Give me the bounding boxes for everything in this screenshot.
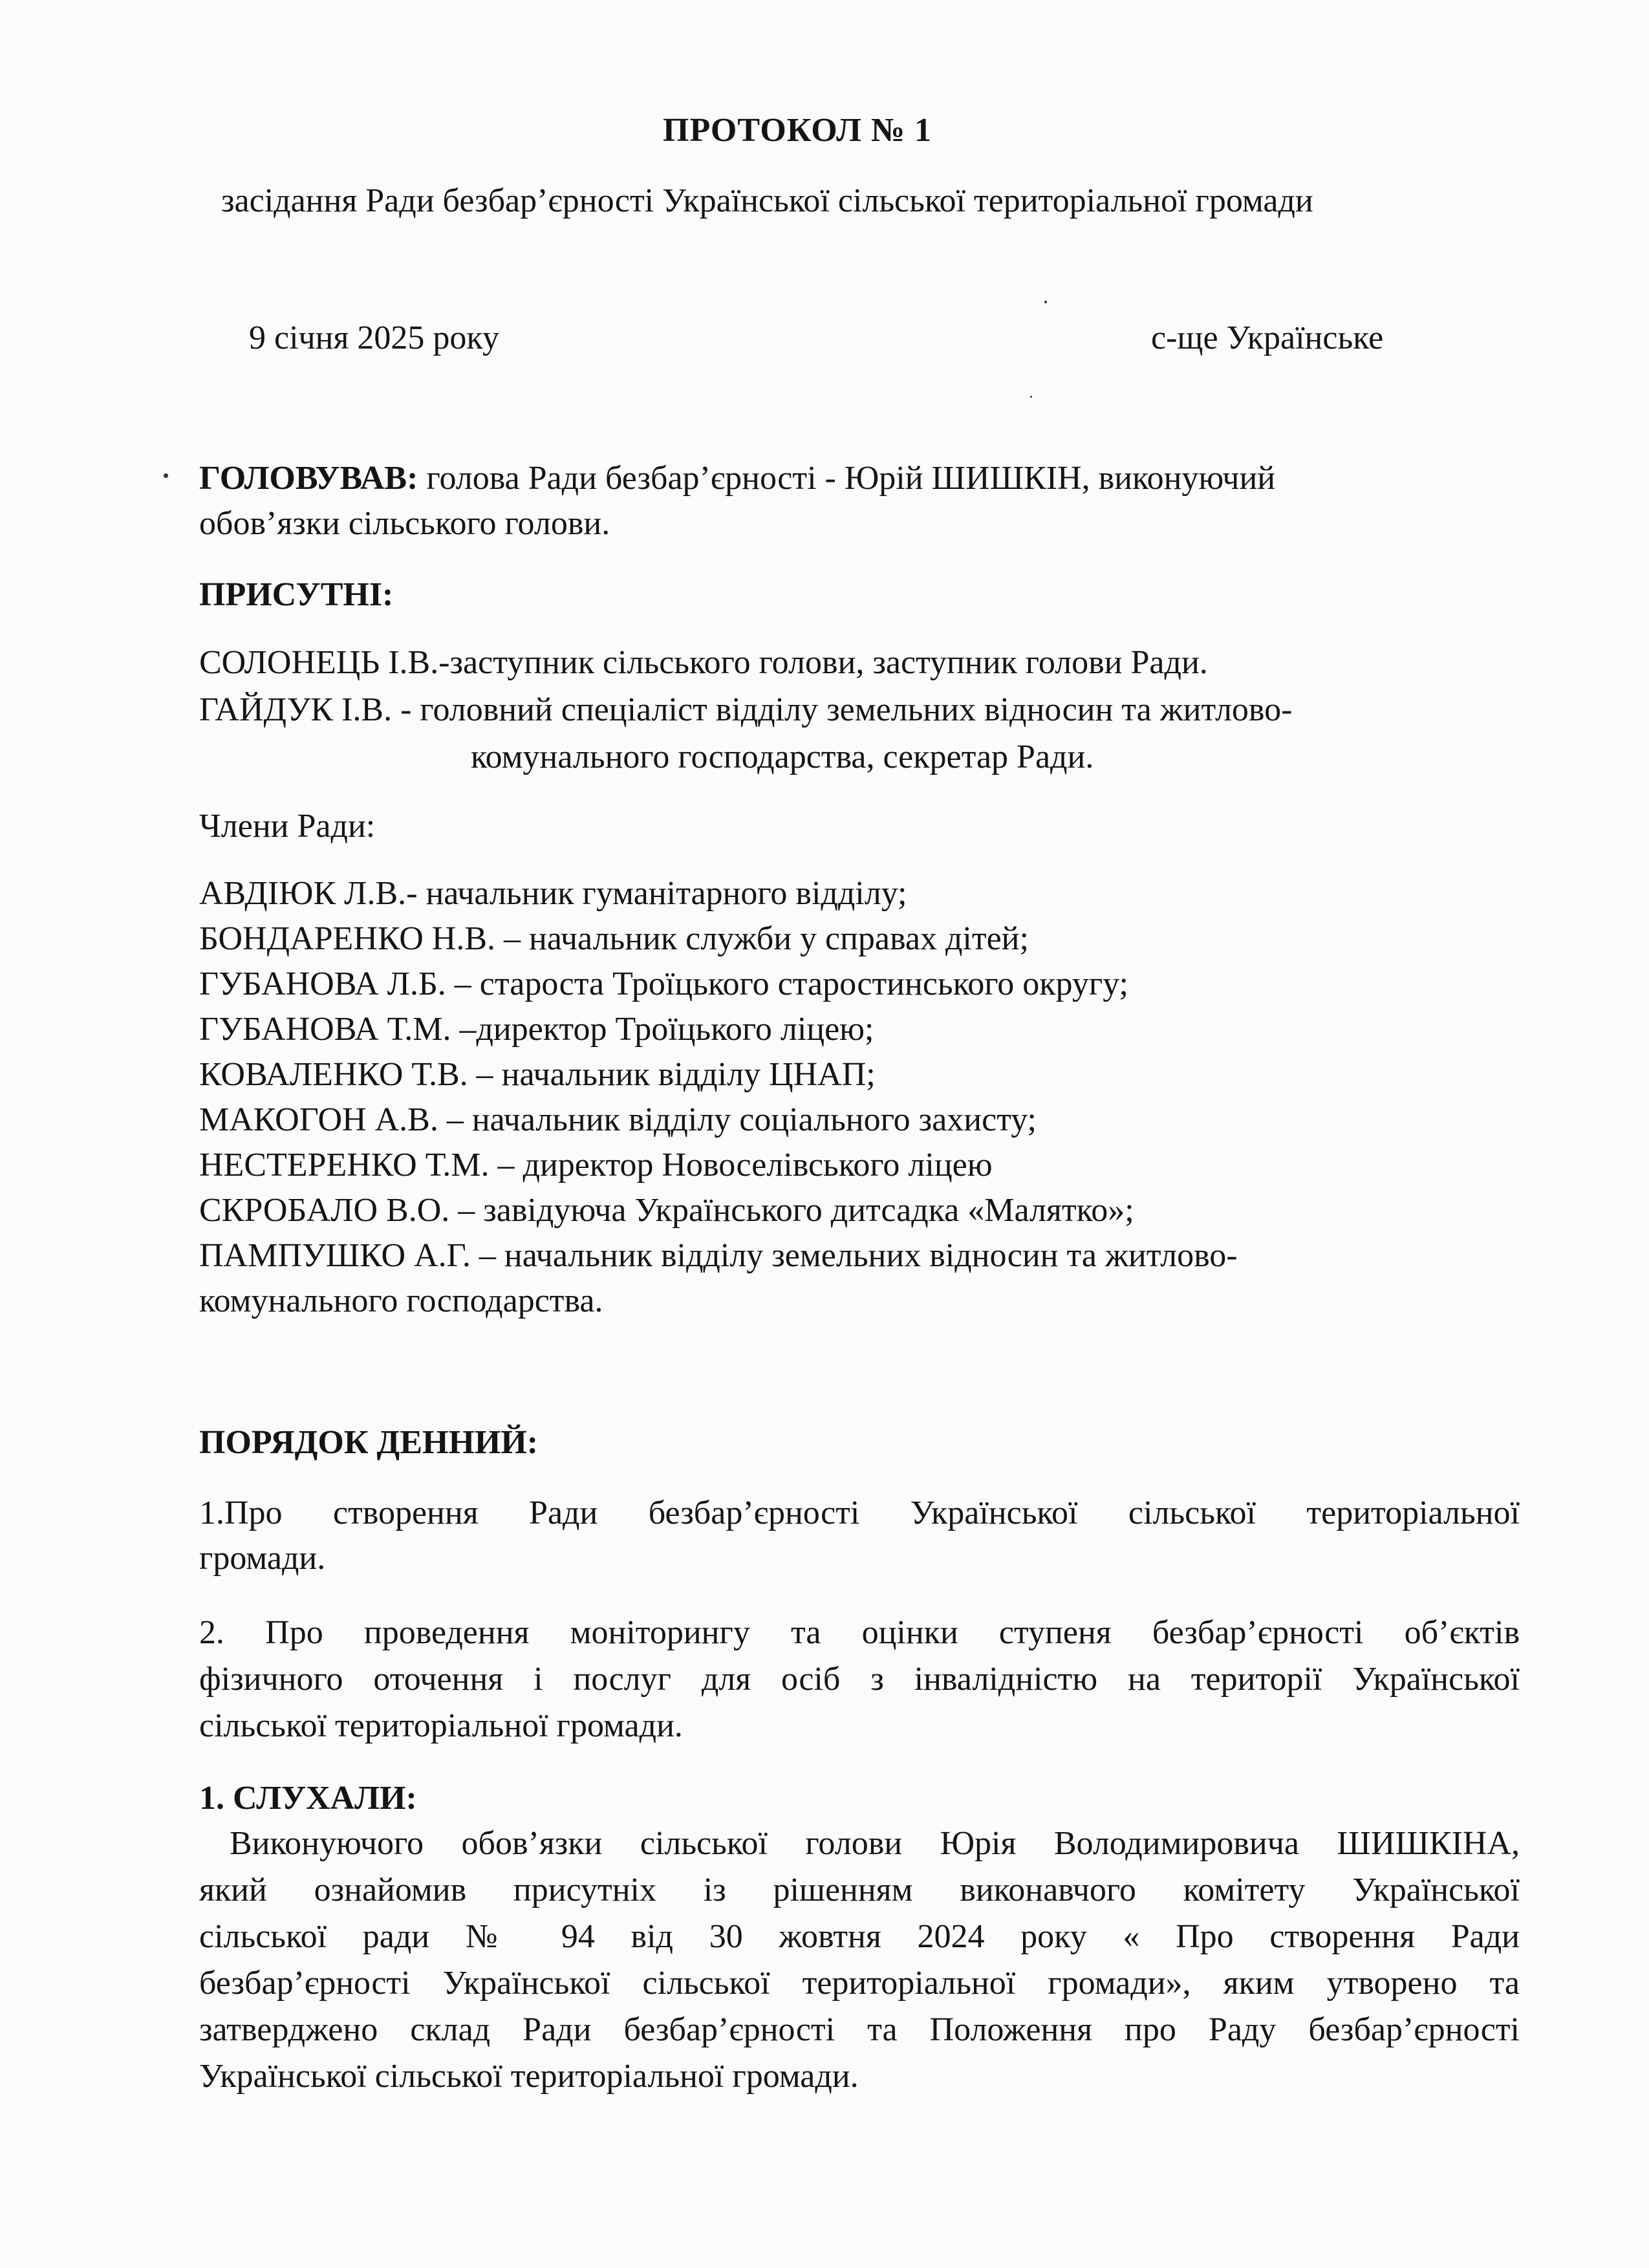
agenda-item2-line3: сільської територіальної громади. — [199, 1707, 683, 1744]
chair-label: ГОЛОВУВАВ: — [199, 460, 418, 497]
heard-line: сільської ради № 94 від 30 жовтня 2024 року « Про створення Ради — [199, 1918, 1520, 1955]
heard-line: Української сільської територіальної громади. — [199, 2058, 859, 2095]
member-item: БОНДАРЕНКО Н.В. – начальник служби у справах дітей; — [199, 920, 1029, 957]
heard-line: безбар’єрності Української сільської територіальної громади», яким утворено та — [199, 1965, 1520, 2002]
agenda-item2-line2: фізичного оточення і послуг для осіб з інвалідністю на території Української — [199, 1661, 1520, 1698]
document-subtitle: засідання Ради безбар’єрності Української сільської територіальної громади — [221, 182, 1313, 219]
present-label: ПРИСУТНІ: — [199, 576, 394, 613]
secretary-line1: ГАЙДУК І.В. - головний спеціаліст відділу земельних відносин та житлово- — [199, 691, 1293, 728]
member-item: комунального господарства. — [199, 1282, 603, 1319]
scan-speck — [1030, 396, 1032, 398]
document-title: ПРОТОКОЛ № 1 — [663, 112, 932, 149]
member-item: НЕСТЕРЕНКО Т.М. – директор Новоселівського ліцею — [199, 1147, 993, 1183]
member-item: ГУБАНОВА Л.Б. – староста Троїцького старостинського округу; — [199, 966, 1128, 1002]
agenda-item1-line1: 1.Про створення Ради безбар’єрності Української сільської територіальної — [199, 1495, 1520, 1531]
chair-line1 — [199, 456, 1275, 501]
agenda-label: ПОРЯДОК ДЕННИЙ: — [199, 1424, 539, 1461]
scan-speck — [1044, 301, 1047, 303]
heard-line: Виконуючого обов’язки сільської голови Юрія Володимировича ШИШКІНА, — [230, 1825, 1520, 1862]
member-item: ПАМПУШКО А.Г. – начальник відділу земельних відносин та житлово- — [199, 1237, 1238, 1274]
member-item: МАКОГОН А.В. – начальник відділу соціального захисту; — [199, 1101, 1037, 1138]
chair-line2: обов’язки сільського голови. — [199, 505, 610, 542]
member-item: АВДІЮК Л.В.- начальник гуманітарного відділу; — [199, 875, 907, 912]
member-item: ГУБАНОВА Т.М. –директор Троїцького ліцею; — [199, 1011, 874, 1048]
deputy-line: СОЛОНЕЦЬ І.В.-заступник сільського голови, заступник голови Ради. — [199, 644, 1208, 681]
member-item: СКРОБАЛО В.О. – завідуюча Українського дитсадка «Малятко»; — [199, 1192, 1134, 1229]
scan-speck — [164, 473, 168, 478]
agenda-item1-line2: громади. — [199, 1540, 326, 1577]
meeting-date: 9 січня 2025 року — [249, 319, 499, 356]
secretary-line2: комунального господарства, секретар Ради. — [471, 739, 1094, 775]
chair-text: голова Ради безбар’єрності - Юрій ШИШКІН, виконуючий — [418, 460, 1276, 497]
member-item: КОВАЛЕНКО Т.В. – начальник відділу ЦНАП; — [199, 1056, 876, 1093]
members-label: Члени Ради: — [199, 808, 376, 845]
meeting-place: с-ще Українське — [1151, 319, 1384, 356]
heard-label: 1. СЛУХАЛИ: — [199, 1780, 417, 1817]
members-list — [199, 871, 1238, 1324]
heard-line: який ознайомив присутніх із рішенням виконавчого комітету Української — [199, 1872, 1520, 1908]
heard-line: затверджено склад Ради безбар’єрності та Положення про Раду безбар’єрності — [199, 2011, 1520, 2048]
agenda-item2-line1: 2. Про проведення моніторингу та оцінки ступеня безбар’єрності об’єктів — [199, 1614, 1520, 1651]
